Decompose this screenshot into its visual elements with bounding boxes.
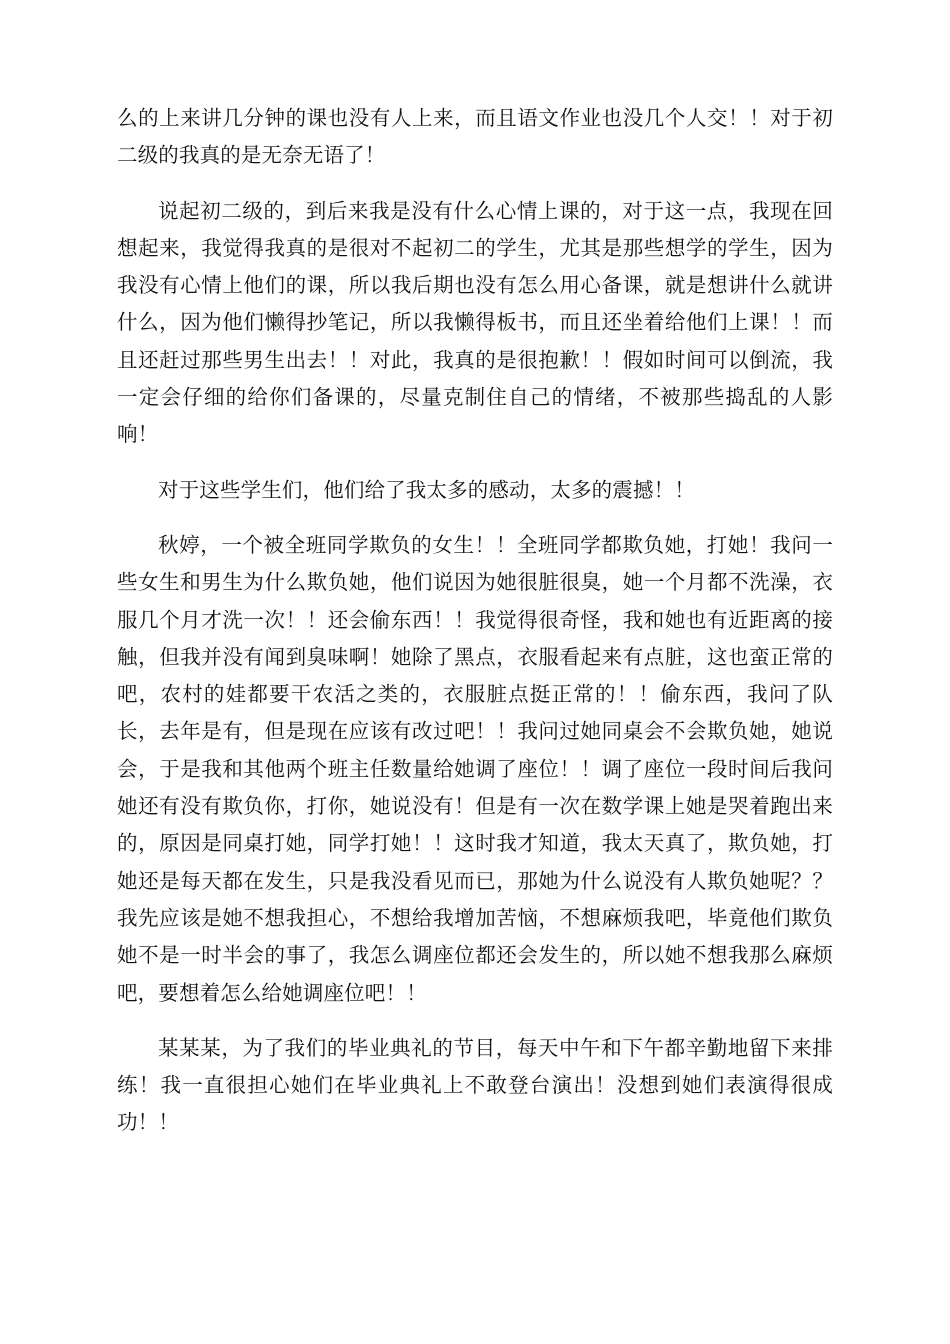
paragraph-2: 说起初二级的，到后来我是没有什么心情上课的，对于这一点，我现在回想起来，我觉得我真的是很对不起初二的学生，尤其是那些想学的学生，因为我没有心情上他们的课，所以我后期也没有怎么用心备课，就是想讲什么就讲什么，因为他们懒得抄笔记，所以我懒得板书，而且还坐着给他们上课！！而且还赶过那些男生出去！！对此，我真的是很抱歉！！假如时间可以倒流，我一定会仔细的给你们备课的，尽量克制住自己的情绪，不被那些捣乱的人影响！ xyxy=(117,198,833,447)
paragraph-4: 秋婷，一个被全班同学欺负的女生！！全班同学都欺负她，打她！我问一些女生和男生为什么欺负她，他们说因为她很脏很臭，她一个月都不洗澡，衣服几个月才洗一次！！还会偷东西！！我觉得很奇怪，我和她也有近距离的接触，但我并没有闻到臭味啊！她除了黑点，衣服看起来有点脏，这也蛮正常的吧，农村的娃都要干农活之类的，衣服脏点挺正常的！！偷东西，我问了队长，去年是有，但是现在应该有改过吧！！我问过她同桌会不会欺负她，她说会，于是我和其他两个班主任数量给她调了座位！！调了座位一段时间后我问她还有没有欺负你，打你，她说没有！但是有一次在数学课上她是哭着跑出来的，原因是同桌打她，同学打她！！这时我才知道，我太天真了，欺负她，打她还是每天都在发生，只是我没看见而已，那她为什么说没有人欺负她呢？？我先应该是她不想我担心，不想给我增加苦恼，不想麻烦我吧，毕竟他们欺负她不是一时半会的事了，我怎么调座位都还会发生的，所以她不想我那么麻烦吧，要想着怎么给她调座位吧！！ xyxy=(117,532,833,1005)
paragraph-5: 某某某，为了我们的毕业典礼的节目，每天中午和下午都辛勤地留下来排练！我一直很担心她们在毕业典礼上不敢登台演出！没想到她们表演得很成功！！ xyxy=(117,1035,833,1135)
paragraph-1: 么的上来讲几分钟的课也没有人上来，而且语文作业也没几个人交！！对于初二级的我真的是无奈无语了！ xyxy=(117,106,833,168)
document-page xyxy=(117,100,833,1160)
paragraph-3: 对于这些学生们，他们给了我太多的感动，太多的震撼！！ xyxy=(158,477,695,502)
